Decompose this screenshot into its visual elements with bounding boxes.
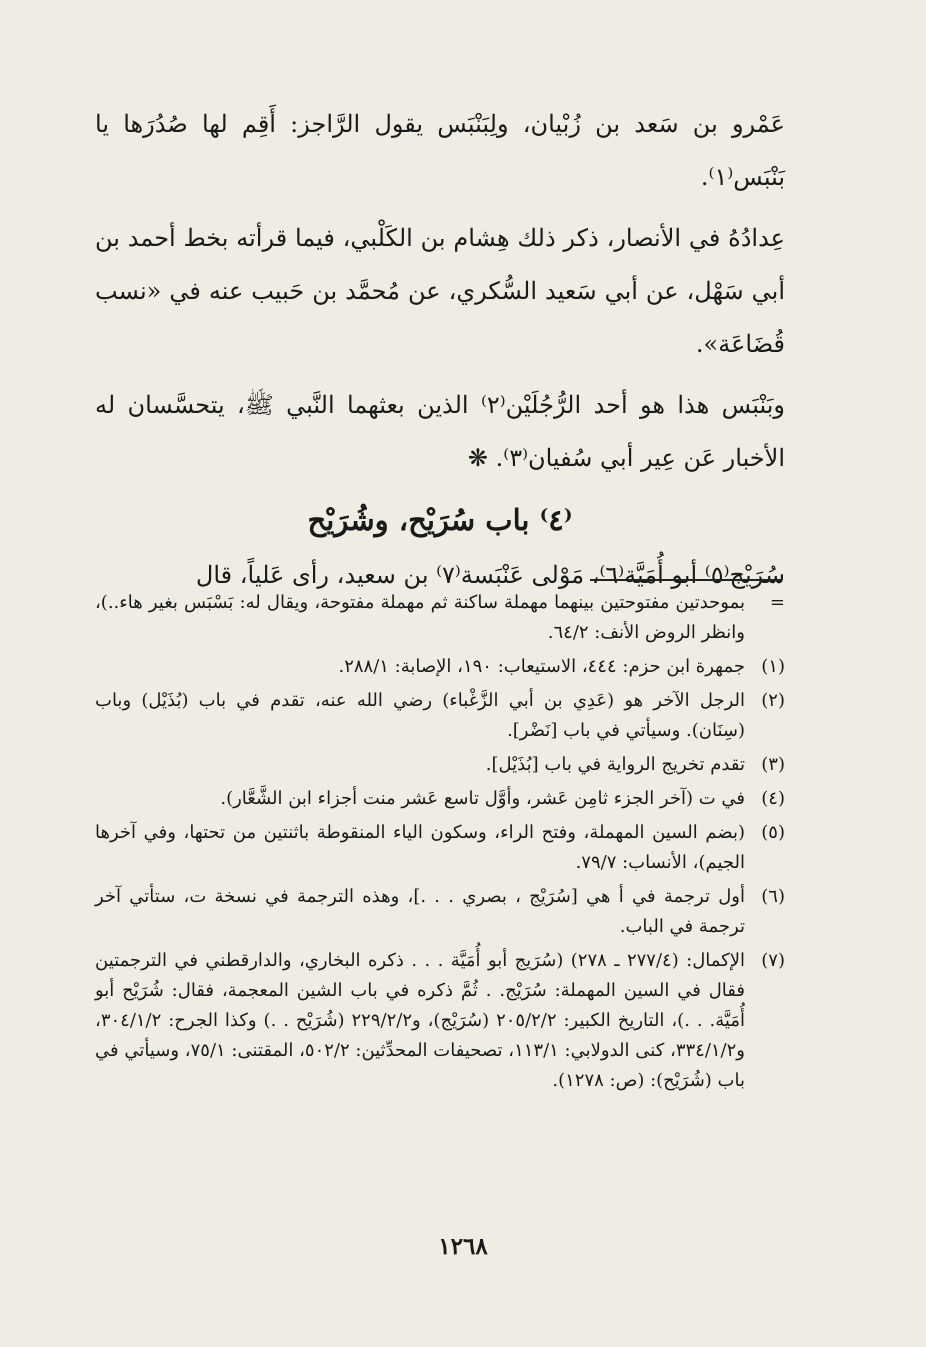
footnote-marker: (٦) [761,886,785,907]
footnote-marker: (٢) [761,690,785,711]
footnote-marker: = [769,592,785,613]
page-number: ١٢٦٨ [438,1233,488,1260]
footnote-text: (بضم السين المهملة، وفتح الراء، وسكون الياء المنقوطة باثنتين من تحتها، وفي آخرها الجيم)، الأنساب: ٧٩/٧. [95,822,745,873]
paragraph-1: عَمْرو بن سَعد بن زُبْيان، ولِبَنْبَس يقول الرَّاجز: أَقِم لها صُدُرَها يا بَنْبَس⁽١⁾. [95,110,785,191]
footnote-text: بموحدتين مفتوحتين بينهما مهملة ساكنة ثم مهملة مفتوحة، ويقال له: بَسْبَس بغير هاء..)، وانظر الروض الأنف: ٦٤/٢. [95,592,745,643]
footnote-text: الإكمال: (٢٧٧/٤ ـ ٢٧٨) (سُرَيج أبو أُمَيَّة . . . ذكره البخاري، والدارقطني في الترجمتين فقال في السين المهملة: سُرَيْج. . ثُمَّ ذكره في باب الشين المعجمة، فقال: شُرَيْح أبو أُمَيَّة. . .)، التاريخ الكبير: ٢٠٥/٢/٢ (سُرَيْج)، و٢٢٩/٢/٢ (شُرَيْح . .) وكذا الجرح: ٣٠٤/١/٢، و٣٣٤/١/٢، كنى الدولابي: ١١٣/١، تصحيفات المحدِّثين: ٥٠٢/٢، المقتنى: ٧٥/١، وسيأتي في باب (شُرَيْح): (ص: ١٢٧٨). [95,950,746,1091]
footnote-2 [95,686,785,746]
footnote-marker: (٥) [761,822,785,843]
footnotes [95,588,785,1096]
footnote-marker: (٧) [761,950,785,971]
footnote-continuation [95,588,785,648]
footnote-3 [95,750,785,780]
paragraph-4: سُرَيْج⁽٥⁾ أبو أُمَيَّة⁽٦⁾، مَوْلى عَنْبَسة⁽٧⁾ بن سعيد، رأى عَلياً، قال [195,561,785,589]
footnote-7 [95,946,785,1096]
footnote-1 [95,652,785,682]
footnote-marker: (٣) [761,754,785,775]
footnote-marker: (٤) [761,788,785,809]
footnote-text: الرجل الآخر هو (عَدِي بن أبي الزَّغْباء) رضي الله عنه، تقدم في باب (بُذَيْل) وباب (سِنَان). وسيأتي في باب [نَضْر]. [95,690,746,741]
footnote-text: في ت (آخر الجزء ثامِن عَشر، وأوَّل تاسع عَشر منت أجزاء ابن الشَّعَّار). [220,788,745,809]
footnote-text: جمهرة ابن حزم: ٤٤٤، الاستيعاب: ١٩٠، الإصابة: ٢٨٨/١. [338,656,745,677]
footnote-marker: (١) [761,656,785,677]
footnote-6 [95,882,785,942]
footnote-text: تقدم تخريج الرواية في باب [بُذَيْل]. [485,754,745,775]
footnote-5 [95,818,785,878]
main-text [95,98,785,602]
footnote-text: أول ترجمة في أ هي [سُرَيْج ، بصري . . .]، وهذه الترجمة في نسخة ت، ستأتي آخر ترجمة في الباب. [95,886,745,937]
paragraph-3: وبَنْبَس هذا هو أحد الرُّجُلَيْن⁽٢⁾ الذين بعثهما النَّبي ﷺ، يتحسَّسان له الأخبار عَن عِير أبي سُفيان⁽٣⁾. ❋ [95,391,785,472]
paragraph-2: عِدادُهُ في الأنصار، ذكر ذلك هِشام بن الكَلْبي، فيما قرأته بخط أحمد بن أبي سَهْل، عن أبي سَعيد السُّكري، عن مُحمَّد بن حَبيب عنه في «نسب قُضَاعَة». [95,224,785,358]
footnote-4 [95,784,785,814]
footnote-separator [590,579,782,581]
chapter-heading: ⁽٤⁾ باب سُرَيْح، وشُرَيْح [307,503,573,537]
